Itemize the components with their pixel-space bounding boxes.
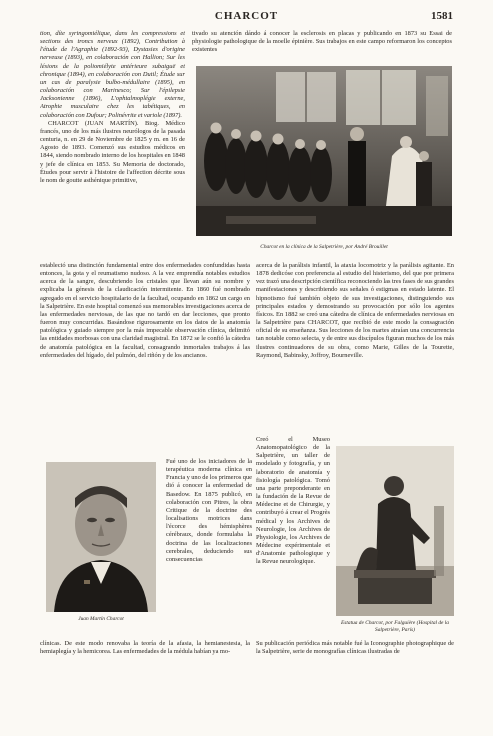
- top-right-paragraph: tivado su atención dándo á conocer la esclerosis en placas y publicando en 1873 su Essai de physiologie pathologique de la moelle épinière. Sus trabajos en este campo reformaron los conceptos existentes: [192, 30, 452, 54]
- clinic-painting-image: [196, 66, 452, 236]
- bottom-left-column: [40, 640, 250, 668]
- clinic-painting-figure: [196, 66, 452, 236]
- localization-paragraph: Fué uno de los iniciadores de la terapéutica moderna clínica en Francia y uno de los primeros que dió á conocer la enfermedad de Basedow. En 1875 publicó, en colaboración con Pitres, la obra Critique de la doctrine des localisations motrices dans l'écorce des hémisphères cérébraux, donde formulaba la doctrina de las localizaciones cerebrales, deduciendo sus consecuencias: [166, 458, 252, 563]
- top-left-column: [40, 30, 185, 240]
- running-title: CHARCOT: [214, 10, 279, 22]
- bottom-right-paragraph: Su publicación periódica más notable fué la Iconographie photographique de la Salpetrière, serie de monografías clínicas ilustradas de: [256, 640, 454, 656]
- biography-intro-paragraph: CHARCOT (JUAN MARTÍN). Biog. Médico francés, uno de los más ilustres neurólogos de la pasada centuria, n. en 29 de Noviembre de 1825 y m. en 16 de Agosto de 1893. Comenzó sus estudios médicos en 1844, siendo nombrado interno de los hospitales en 1848 y jefe de clínica en 1853. Su Memoria de doctorado, Études pour servir à l'histoire de l'affection décrite sous le nom de goutte asthénique primitive,: [40, 119, 185, 184]
- bibliography-paragraph: tion, díte syringomiélique, dans les compressions et sections des troncs nerveux (1892), Contribution à l'étude de l'Agraphie (1892-93), Dystasies d'origine nerveuse (1893), en colaboración con Hallion; Sur les lésions de la poliomiélyte antérieure subaiguë et chronique (1894), en colaboración con Dutil; Étude sur un cas de paralysie bulbo-médullaire (1895), en colaboración con Marinesco; Sur l'épilepsie Jacksonienne (1896), L'ophtalmoplégie externe, Atrophie musculaire chez les tabétiques, en colaboración con Dufour; Polinévrite et variole (1897).: [40, 30, 185, 119]
- bottom-left-paragraph: clínicas. De este modo renovaba la teoría de la afasia, la hemianestesia, la hemiaplegía y la hemicorea. Las enfermedades de la médula habían ya mo-: [40, 640, 250, 656]
- top-right-column: [192, 30, 452, 64]
- hysteria-paragraph: acerca de la parálisis infantil, la ataxia locomotriz y la parálisis agitante. En 1878 dedicóse con preferencia al estudio del histerismo, del que por primera vez trazó una descripción científica reconociendo las tres fases de sus grandes manifestaciones y describiendo sus señales ó estigmas en estado latente. El hipnotismo fué también objeto de sus investigaciones, distinguiendo sus principales estados y demostrando su provocación por sólo los agentes físicos. En 1882 se creó una cátedra de clínica de enfermedades nerviosas en la Salpetrière para CHARCOT, que recibió de este modo la consagración oficial de su enseñanza. Sus lecciones de los martes atraían una concurrencia tan notable como selecta, y de entre sus discípulos figuran muchos de los más ilustres continuadores de su obra, como Marie, Gilles de la Tourette, Raymond, Babinsky, Joffroy, Bourneville.: [256, 262, 454, 359]
- museum-paragraph: Creó el Museo Anatomopatológico de la Salpetrière, un taller de modelado y fotografía, y un laboratorio de anatomía y fisiología patológica. Tomó una parte preponderante en la fundación de la Revue de Médecine et de Chirurgie, y contribuyó á crear el Progrès médical y los Archives de Neurologie, los Archives de Physiologie, los Archives de Médecine expérimentale et d'Anatomie pathologique y la Revue neurologique.: [256, 436, 330, 566]
- career-paragraph: estableció una distinción fundamental entre dos enfermedades confundidas hasta entonces, la gota y el reumatismo nudoso. A la vez emprendía notables estudios acerca de la sangre, descubriendo los cristales que llevan aún su nombre y explicaba la génesis de la claudicación intermitente. En 1860 fué nombrado agregado en el servicio hospitalario de la facultad, ocupando en 1862 un cargo en la Salpetrière. En este hospital comenzó sus memorables investigaciones acerca de las enfermedades nerviosas, de las que no tardó en dar lecciones, que pronto fueron muy concurridas. Basándose rigurosamente en los datos de la anatomía patológica y guiado siempre por la más impecable observación clínica, delimitó las entidades morbosas con una claridad magistral. En 1872 se le confió la cátedra de anatomía patológica en la facultad, consagrando inmortales trabajos á las enfermedades del hígado, del pulmón, del riñón y de los ancianos.: [40, 262, 250, 359]
- portrait-image: [46, 462, 156, 612]
- middle-right-column: [256, 262, 454, 432]
- portrait-caption: Juan Martín Charcot: [78, 616, 124, 622]
- middle-left-column: [40, 262, 250, 457]
- page-number: 1581: [431, 10, 453, 22]
- page-header: [40, 10, 453, 24]
- statue-image: [336, 446, 454, 616]
- clinic-painting-caption: Charcot en la clínica de la Salpetrière, por André Brouillet: [260, 244, 388, 250]
- narrow-middle-column: [166, 458, 252, 638]
- bottom-right-column: [256, 640, 454, 668]
- statue-caption: Estatua de Charcot, por Falguière (Hospital de la Salpetrière, París): [340, 620, 449, 633]
- portrait-figure: [46, 462, 156, 612]
- statue-figure: [336, 446, 454, 616]
- narrow-right-column: [256, 436, 330, 638]
